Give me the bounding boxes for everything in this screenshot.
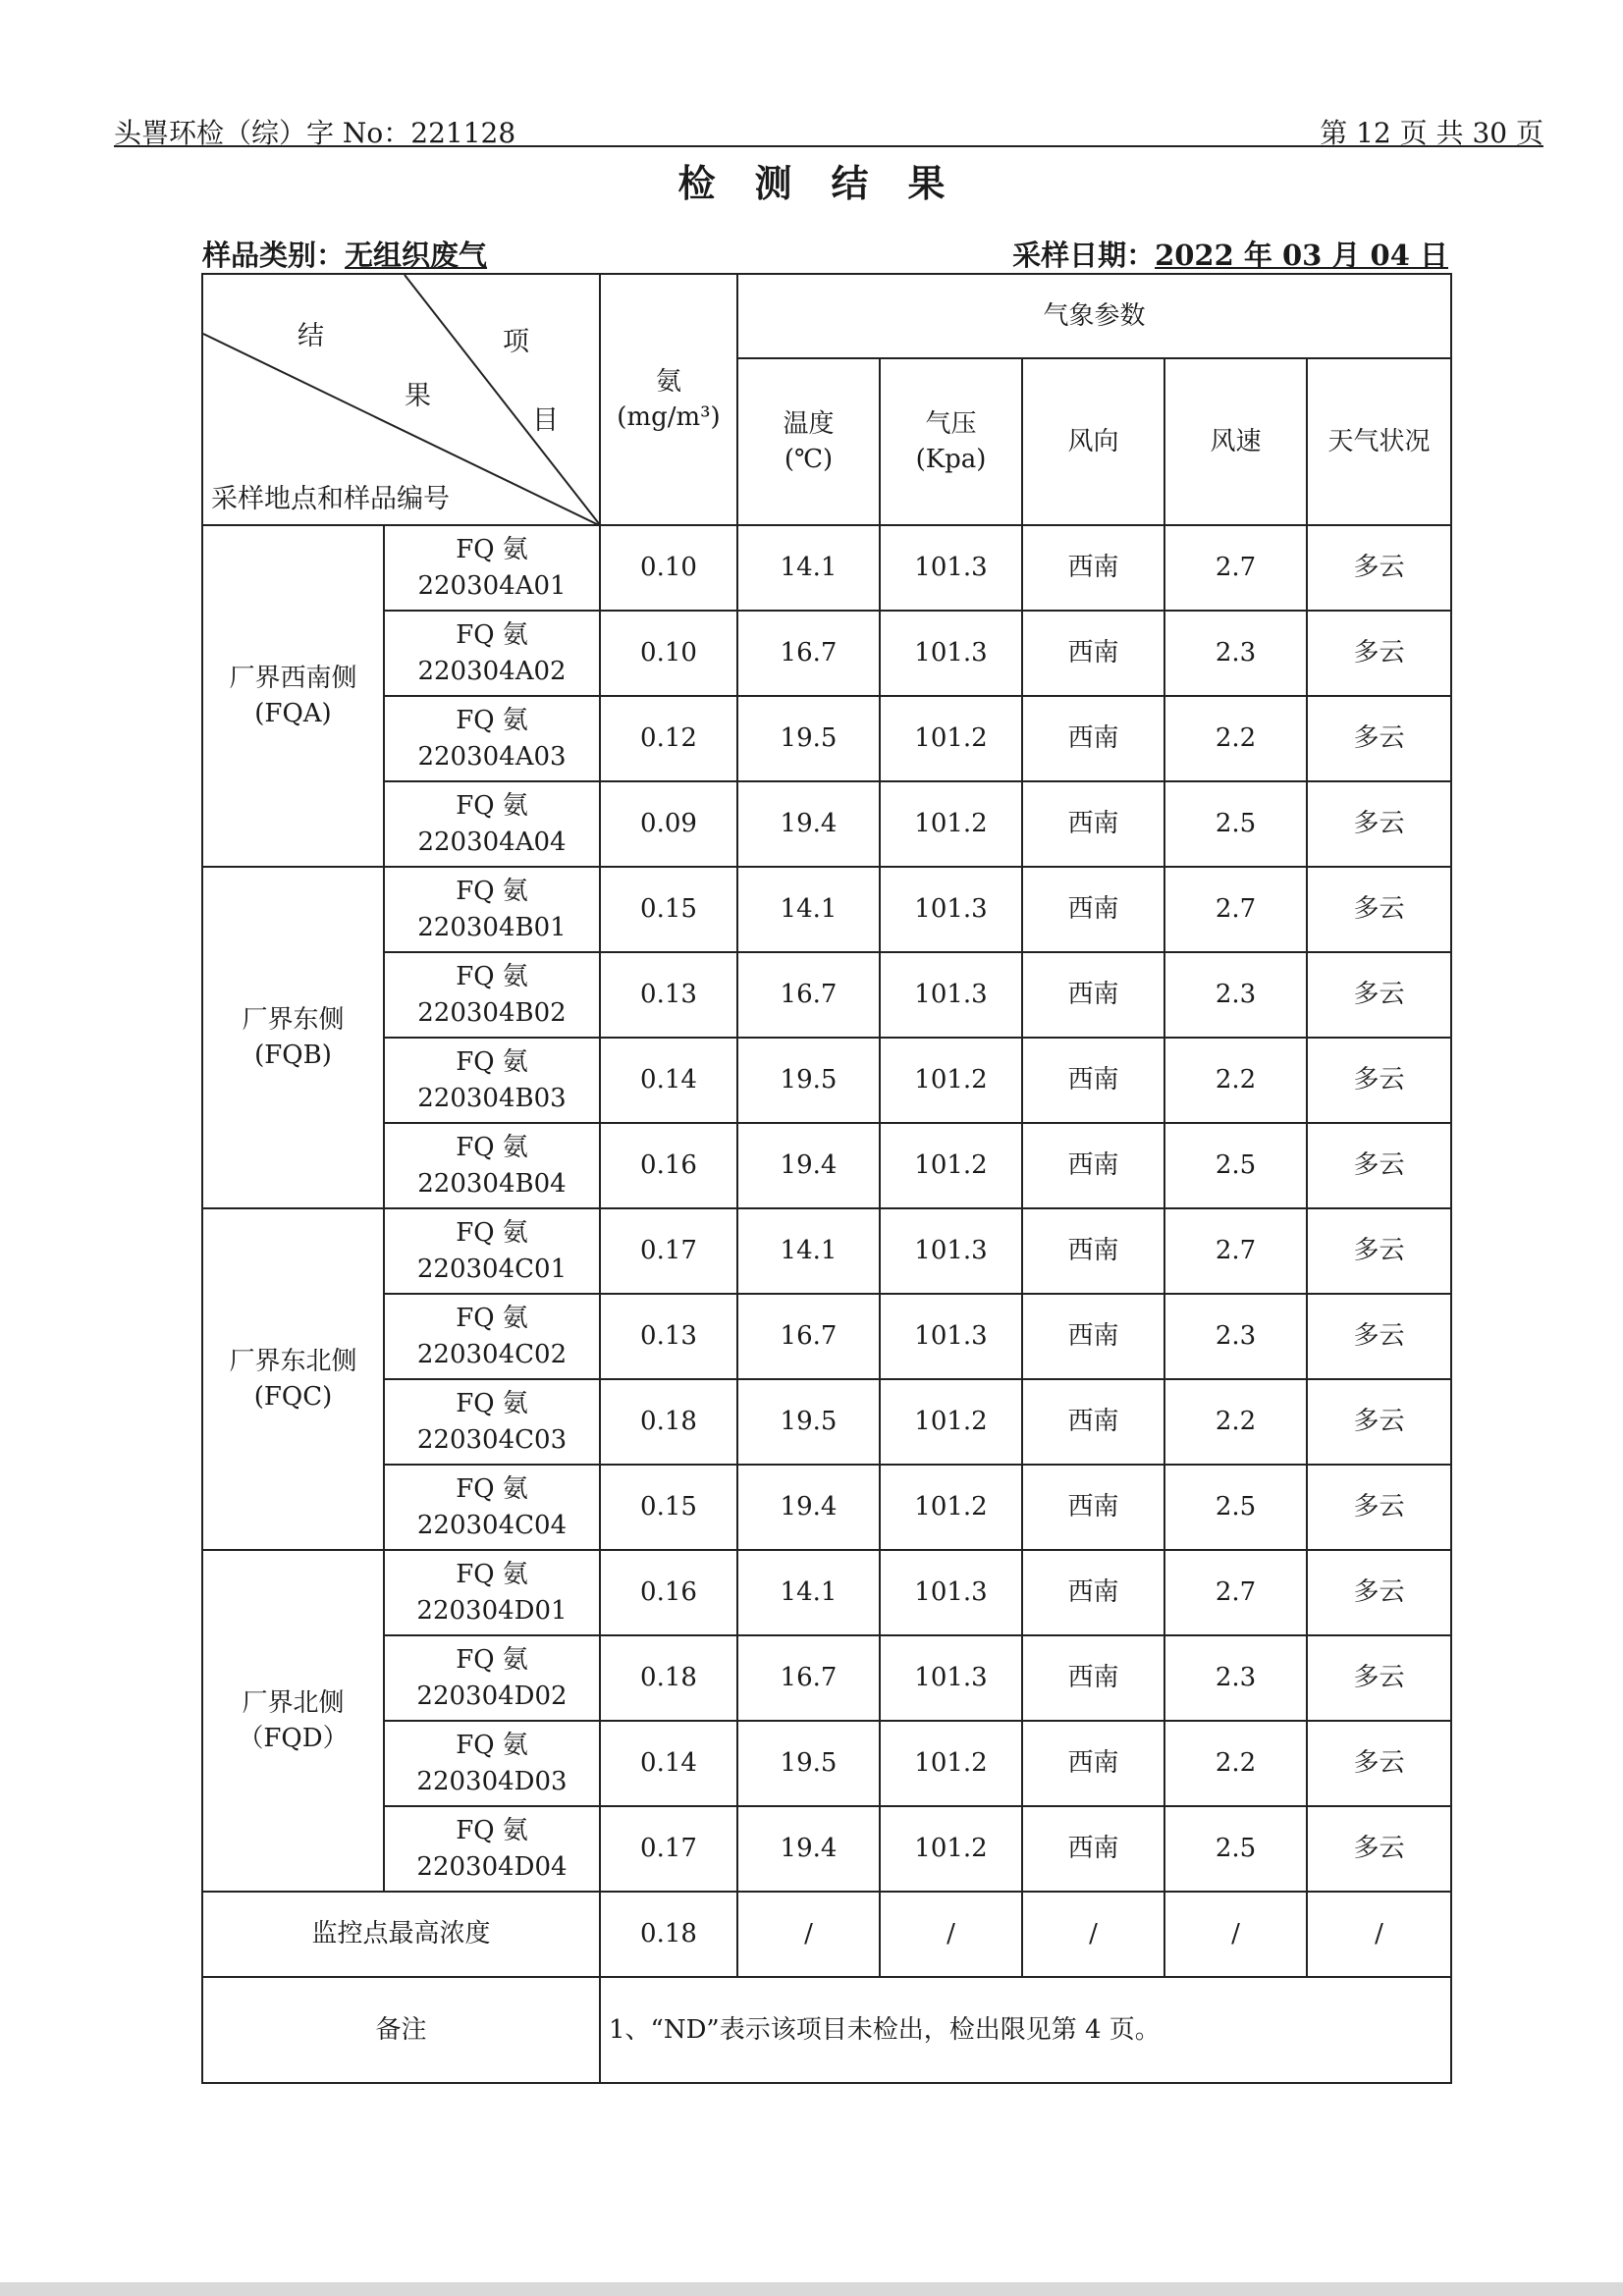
- diag-label-location: 采样地点和样品编号: [211, 484, 450, 514]
- pressure-value: 101.2: [880, 781, 1022, 867]
- pressure-label: 气压: [925, 408, 977, 439]
- remark-label: 备注: [202, 1977, 600, 2083]
- sample-prefix: FQ 氨: [456, 1560, 528, 1590]
- temp-unit: (℃): [784, 445, 834, 474]
- wind-direction-value: 西南: [1022, 781, 1164, 867]
- page-indicator: 第 12 页 共 30 页: [1320, 117, 1543, 149]
- pressure-value: 101.2: [880, 696, 1022, 781]
- temperature-value: 14.1: [737, 1208, 880, 1294]
- ammonia-value: 0.14: [600, 1038, 737, 1123]
- sample-id-cell: [384, 525, 600, 611]
- sample-id: 220304B02: [417, 997, 567, 1028]
- sample-id: 220304C04: [416, 1510, 568, 1540]
- weather-value: 多云: [1307, 1635, 1451, 1721]
- sample-id-cell: [384, 1721, 600, 1806]
- wind-speed-value: 2.5: [1164, 1806, 1307, 1892]
- weather-value: 多云: [1307, 611, 1451, 696]
- sample-id: 220304D02: [416, 1681, 568, 1711]
- table-row: [202, 696, 1451, 781]
- sample-id-cell: [384, 952, 600, 1038]
- wind-speed-value: 2.2: [1164, 696, 1307, 781]
- wind-speed-value: 2.3: [1164, 1635, 1307, 1721]
- sample-prefix: FQ 氨: [456, 877, 528, 907]
- ammonia-value: 0.13: [600, 952, 737, 1038]
- location-code: (FQC): [253, 1382, 333, 1412]
- sample-id-cell: [384, 781, 600, 867]
- sample-id-cell: [384, 1123, 600, 1208]
- sample-id-cell: [384, 1294, 600, 1379]
- header-rule: [114, 145, 1543, 147]
- table-row: [202, 1550, 1451, 1635]
- ammonia-value: 0.17: [600, 1208, 737, 1294]
- wind-direction-value: 西南: [1022, 952, 1164, 1038]
- pressure-value: 101.3: [880, 1294, 1022, 1379]
- wind-direction-value: 西南: [1022, 525, 1164, 611]
- wind-speed-value: 2.2: [1164, 1038, 1307, 1123]
- weather-value: 多云: [1307, 1550, 1451, 1635]
- temperature-value: 14.1: [737, 525, 880, 611]
- table-row: [202, 1208, 1451, 1294]
- ammonia-value: 0.13: [600, 1294, 737, 1379]
- wind-speed-value: 2.7: [1164, 525, 1307, 611]
- max-concentration-row: [202, 1892, 1451, 1977]
- location-name: 厂界西南侧: [229, 663, 357, 693]
- sample-prefix: FQ 氨: [456, 1645, 528, 1676]
- pressure-unit: (Kpa): [915, 445, 987, 474]
- pressure-value: 101.3: [880, 952, 1022, 1038]
- sample-id: 220304C01: [416, 1254, 568, 1284]
- pressure-value: 101.3: [880, 1635, 1022, 1721]
- wind-direction-value: 西南: [1022, 1635, 1164, 1721]
- sample-id: 220304B01: [417, 912, 567, 942]
- weather-value: 多云: [1307, 1379, 1451, 1465]
- scan-edge: [0, 2282, 1623, 2296]
- remark-text: 1、“ND”表示该项目未检出，检出限见第 4 页。: [600, 1977, 1451, 2083]
- temperature-value: 19.4: [737, 1465, 880, 1550]
- temperature-value: 14.1: [737, 1550, 880, 1635]
- diag-label-item-1: 项: [503, 327, 529, 357]
- temperature-value: 16.7: [737, 611, 880, 696]
- table-row: [202, 1294, 1451, 1379]
- wind-speed-value: 2.2: [1164, 1379, 1307, 1465]
- diag-label-result-1: 结: [298, 321, 324, 351]
- weather-params-header: 气象参数: [737, 274, 1451, 358]
- sample-prefix: FQ 氨: [456, 1304, 528, 1334]
- pressure-value: 101.2: [880, 1465, 1022, 1550]
- sample-id: 220304A02: [417, 656, 567, 686]
- location-name: 厂界东侧: [242, 1004, 345, 1035]
- sample-prefix: FQ 氨: [456, 535, 528, 565]
- sample-id-cell: [384, 1038, 600, 1123]
- max-weather-value: /: [1307, 1892, 1451, 1977]
- sample-id: 220304A01: [417, 570, 567, 601]
- sample-id: 220304D01: [416, 1595, 568, 1626]
- weather-value: 多云: [1307, 525, 1451, 611]
- sample-id: 220304B03: [417, 1083, 567, 1113]
- ammonia-label: 氨: [655, 366, 681, 397]
- pressure-value: 101.3: [880, 1550, 1022, 1635]
- table-row: [202, 525, 1451, 611]
- sample-id: 220304C03: [416, 1424, 568, 1455]
- wind-speed-value: 2.3: [1164, 611, 1307, 696]
- weather-value: 多云: [1307, 1208, 1451, 1294]
- wind-direction-value: 西南: [1022, 1208, 1164, 1294]
- table-row: [202, 1465, 1451, 1550]
- sample-prefix: FQ 氨: [456, 1047, 528, 1078]
- temperature-value: 19.5: [737, 1379, 880, 1465]
- table-row: [202, 1379, 1451, 1465]
- sample-id: 220304B04: [417, 1168, 567, 1199]
- wind-direction-value: 西南: [1022, 1465, 1164, 1550]
- sample-category-value: 无组织废气: [345, 239, 488, 272]
- max-concentration-label: 监控点最高浓度: [202, 1892, 600, 1977]
- wind-direction-value: 西南: [1022, 1038, 1164, 1123]
- location-code: (FQA): [254, 699, 332, 728]
- report-number: 头嘼环检（综）字 No：221128: [114, 117, 516, 149]
- sample-category: [202, 234, 487, 274]
- sample-prefix: FQ 氨: [456, 1474, 528, 1505]
- ammonia-value: 0.12: [600, 696, 737, 781]
- sampling-date-value: 2022 年 03 月 04 日: [1155, 239, 1448, 272]
- wind-speed-value: 2.2: [1164, 1721, 1307, 1806]
- location-group-cell: [202, 1208, 384, 1550]
- sample-id-cell: [384, 1806, 600, 1892]
- pressure-value: 101.3: [880, 611, 1022, 696]
- sample-id: 220304C02: [416, 1339, 568, 1369]
- sample-id-cell: [384, 1635, 600, 1721]
- wind-direction-value: 西南: [1022, 1806, 1164, 1892]
- wind-speed-header: 风速: [1164, 358, 1307, 525]
- weather-value: 多云: [1307, 1123, 1451, 1208]
- weather-condition-header: 天气状况: [1307, 358, 1451, 525]
- temperature-value: 19.4: [737, 1123, 880, 1208]
- table-row: [202, 1038, 1451, 1123]
- temp-label: 温度: [783, 408, 835, 439]
- sample-prefix: FQ 氨: [456, 706, 528, 736]
- ammonia-value: 0.18: [600, 1635, 737, 1721]
- pressure-value: 101.2: [880, 1123, 1022, 1208]
- sample-prefix: FQ 氨: [456, 1389, 528, 1419]
- remark-row: [202, 1977, 1451, 2083]
- ammonia-unit: (mg/m³): [617, 402, 721, 432]
- location-code: （FQD）: [238, 1724, 349, 1753]
- table-row: [202, 1123, 1451, 1208]
- location-code: (FQB): [254, 1041, 332, 1070]
- pressure-header: [880, 358, 1022, 525]
- wind-speed-value: 2.5: [1164, 781, 1307, 867]
- wind-speed-value: 2.5: [1164, 1123, 1307, 1208]
- pressure-value: 101.2: [880, 1721, 1022, 1806]
- sample-id: 220304A04: [417, 827, 567, 857]
- sample-prefix: FQ 氨: [456, 791, 528, 822]
- table-row: [202, 611, 1451, 696]
- wind-speed-value: 2.3: [1164, 952, 1307, 1038]
- sampling-date-label: 采样日期：: [1012, 239, 1156, 272]
- table-row: [202, 1721, 1451, 1806]
- weather-value: 多云: [1307, 1465, 1451, 1550]
- weather-value: 多云: [1307, 1806, 1451, 1892]
- max-ammonia-value: 0.18: [600, 1892, 737, 1977]
- sample-prefix: FQ 氨: [456, 620, 528, 651]
- weather-value: 多云: [1307, 1038, 1451, 1123]
- ammonia-value: 0.14: [600, 1721, 737, 1806]
- temperature-value: 19.5: [737, 1038, 880, 1123]
- wind-direction-value: 西南: [1022, 1550, 1164, 1635]
- location-group-cell: [202, 525, 384, 867]
- weather-value: 多云: [1307, 952, 1451, 1038]
- weather-value: 多云: [1307, 1294, 1451, 1379]
- temperature-value: 19.4: [737, 781, 880, 867]
- pressure-value: 101.2: [880, 1379, 1022, 1465]
- table-row: [202, 1806, 1451, 1892]
- max-pressure-value: /: [880, 1892, 1022, 1977]
- sample-id-cell: [384, 1208, 600, 1294]
- location-name: 厂界北侧: [242, 1687, 345, 1718]
- sample-id: 220304D03: [416, 1766, 568, 1796]
- sample-id: 220304A03: [417, 741, 567, 772]
- ammonia-value: 0.10: [600, 525, 737, 611]
- max-temperature-value: /: [737, 1892, 880, 1977]
- sample-id-cell: [384, 611, 600, 696]
- wind-direction-value: 西南: [1022, 611, 1164, 696]
- ammonia-header: [600, 274, 737, 525]
- location-group-cell: [202, 867, 384, 1208]
- sample-prefix: FQ 氨: [456, 1133, 528, 1163]
- temperature-value: 14.1: [737, 867, 880, 952]
- ammonia-value: 0.15: [600, 867, 737, 952]
- sample-id-cell: [384, 867, 600, 952]
- sample-category-label: 样品类别：: [202, 239, 346, 272]
- sample-prefix: FQ 氨: [456, 1218, 528, 1249]
- pressure-value: 101.3: [880, 1208, 1022, 1294]
- temperature-value: 16.7: [737, 952, 880, 1038]
- sample-prefix: FQ 氨: [456, 962, 528, 992]
- wind-direction-value: 西南: [1022, 867, 1164, 952]
- location-group-cell: [202, 1550, 384, 1892]
- wind-speed-value: 2.7: [1164, 867, 1307, 952]
- temperature-value: 19.5: [737, 696, 880, 781]
- pressure-value: 101.2: [880, 1806, 1022, 1892]
- table-row: [202, 1635, 1451, 1721]
- wind-speed-value: 2.5: [1164, 1465, 1307, 1550]
- sample-id-cell: [384, 1550, 600, 1635]
- pressure-value: 101.2: [880, 1038, 1022, 1123]
- table-row: [202, 781, 1451, 867]
- wind-speed-value: 2.7: [1164, 1550, 1307, 1635]
- temperature-value: 16.7: [737, 1294, 880, 1379]
- page-title: 检测结果: [677, 161, 985, 205]
- sampling-date: [1012, 234, 1448, 274]
- table-row: [202, 952, 1451, 1038]
- wind-direction-value: 西南: [1022, 696, 1164, 781]
- wind-speed-value: 2.7: [1164, 1208, 1307, 1294]
- temperature-value: 16.7: [737, 1635, 880, 1721]
- wind-direction-value: 西南: [1022, 1379, 1164, 1465]
- ammonia-value: 0.09: [600, 781, 737, 867]
- location-name: 厂界东北侧: [229, 1346, 357, 1376]
- weather-value: 多云: [1307, 696, 1451, 781]
- diagonal-header-cell: [202, 274, 600, 525]
- ammonia-value: 0.16: [600, 1123, 737, 1208]
- weather-value: 多云: [1307, 781, 1451, 867]
- wind-direction-header: 风向: [1022, 358, 1164, 525]
- sample-prefix: FQ 氨: [456, 1731, 528, 1761]
- weather-value: 多云: [1307, 867, 1451, 952]
- sample-prefix: FQ 氨: [456, 1816, 528, 1846]
- wind-direction-value: 西南: [1022, 1123, 1164, 1208]
- wind-direction-value: 西南: [1022, 1294, 1164, 1379]
- pressure-value: 101.3: [880, 525, 1022, 611]
- ammonia-value: 0.18: [600, 1379, 737, 1465]
- results-table: [201, 273, 1452, 2084]
- max-wind-direction-value: /: [1022, 1892, 1164, 1977]
- sample-id-cell: [384, 1465, 600, 1550]
- temp-header: [737, 358, 880, 525]
- temperature-value: 19.5: [737, 1721, 880, 1806]
- ammonia-value: 0.17: [600, 1806, 737, 1892]
- table-row: [202, 867, 1451, 952]
- wind-speed-value: 2.3: [1164, 1294, 1307, 1379]
- diag-label-result-2: 果: [405, 381, 431, 411]
- wind-direction-value: 西南: [1022, 1721, 1164, 1806]
- diag-label-item-2: 目: [532, 405, 559, 436]
- weather-value: 多云: [1307, 1721, 1451, 1806]
- ammonia-value: 0.16: [600, 1550, 737, 1635]
- ammonia-value: 0.10: [600, 611, 737, 696]
- sample-id: 220304D04: [416, 1851, 568, 1882]
- sample-id-cell: [384, 696, 600, 781]
- temperature-value: 19.4: [737, 1806, 880, 1892]
- pressure-value: 101.3: [880, 867, 1022, 952]
- max-wind-speed-value: /: [1164, 1892, 1307, 1977]
- sample-id-cell: [384, 1379, 600, 1465]
- ammonia-value: 0.15: [600, 1465, 737, 1550]
